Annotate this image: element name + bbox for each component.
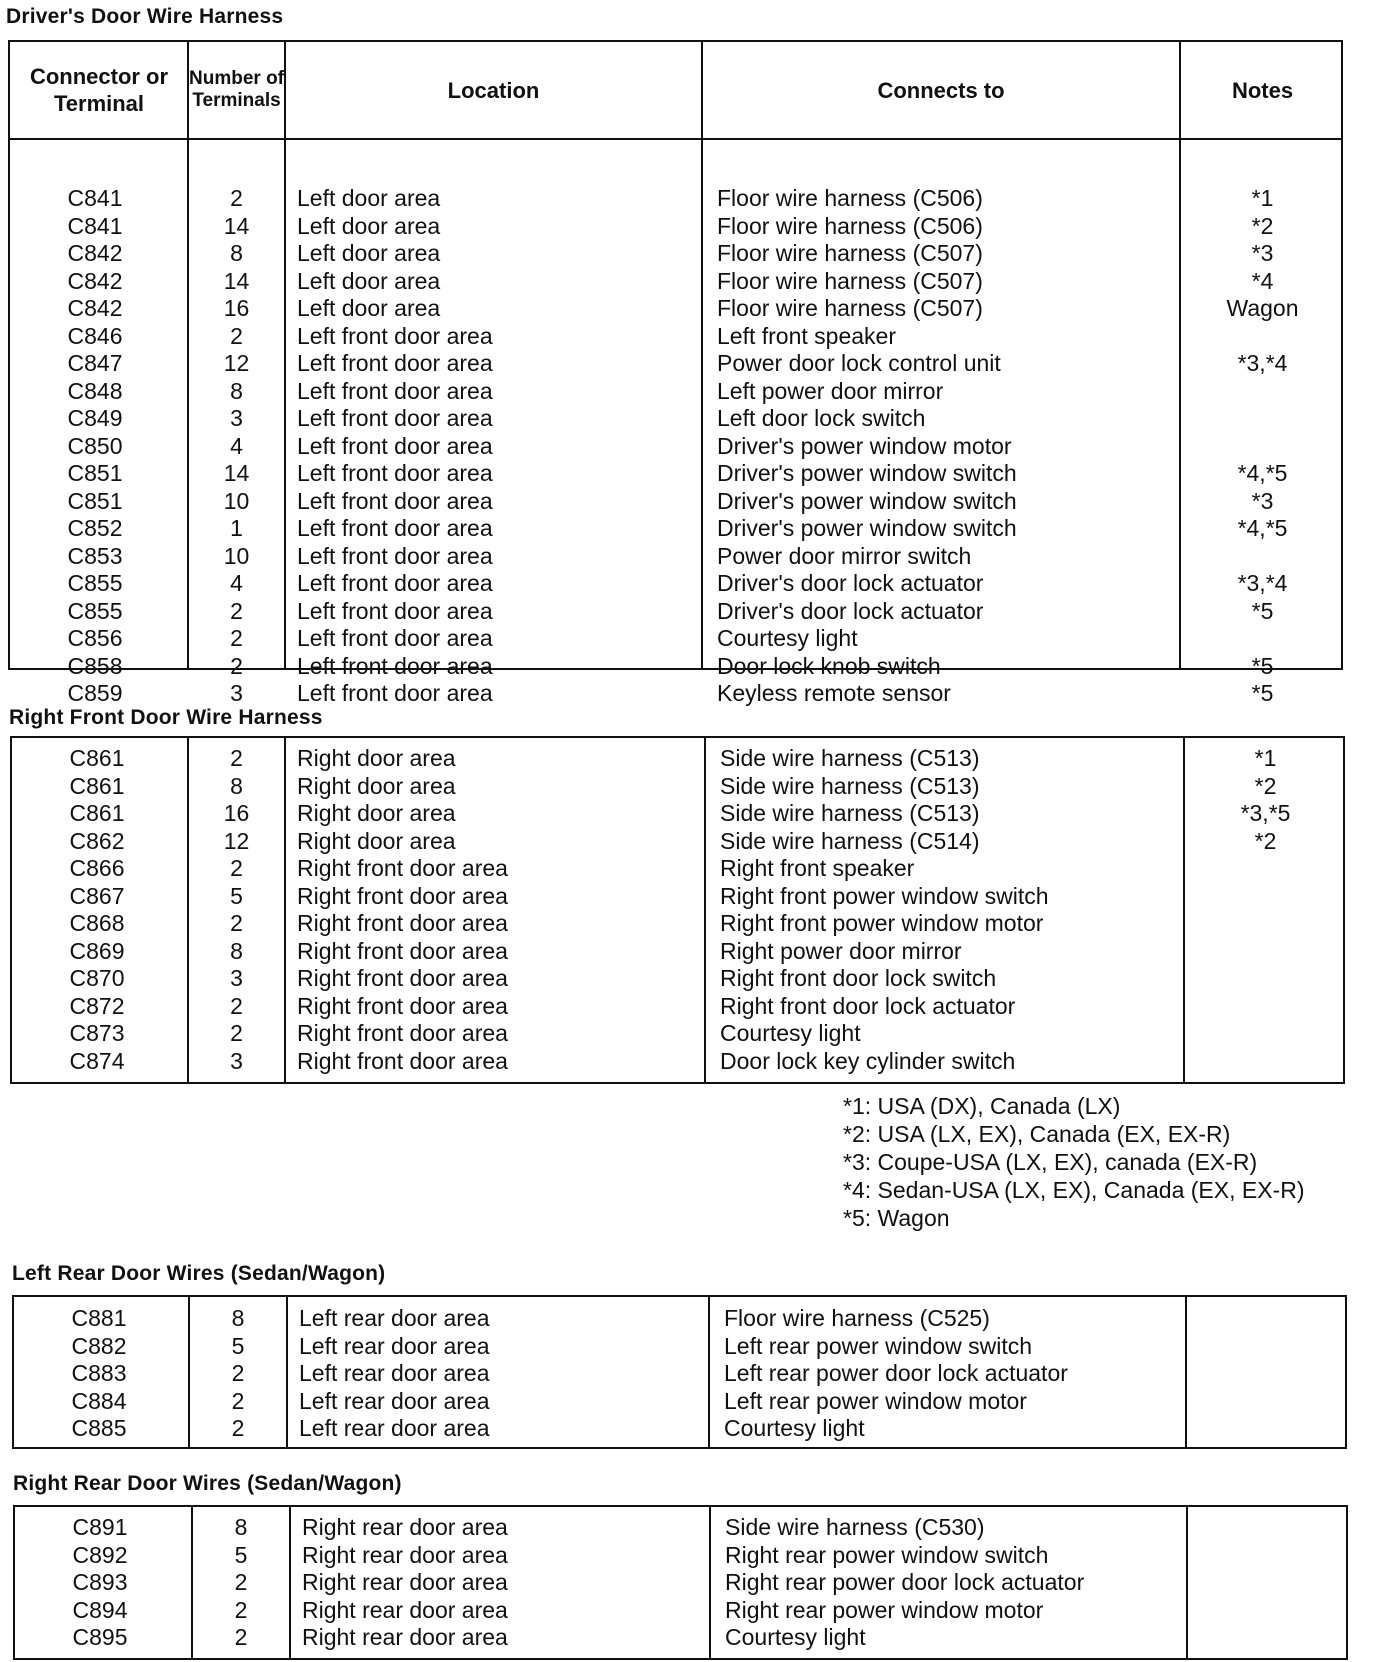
header-connector: Connector or Terminal (29, 64, 169, 116)
table-row (12, 828, 1343, 856)
connects-to-cell: Door lock knob switch (717, 652, 941, 679)
connector-cell: C859 (67, 680, 123, 706)
connector-cell: C856 (67, 625, 123, 651)
connects-to-cell: Left door lock switch (717, 405, 926, 431)
notes-cell: *5 (1251, 652, 1274, 679)
location-cell: Left front door area (297, 322, 493, 349)
location-cell: Right rear door area (302, 1541, 508, 1568)
connector-cell: C895 (72, 1624, 128, 1650)
location-cell: Right front door area (297, 1047, 508, 1074)
footnotes (843, 1092, 1304, 1232)
connects-to-cell: Floor wire harness (C506) (717, 185, 983, 211)
table-row (12, 965, 1343, 993)
table-row (15, 1597, 1346, 1625)
notes-cell: *5 (1251, 597, 1274, 624)
connects-to-cell: Left power door mirror (717, 377, 944, 404)
connects-to-cell: Driver's power window switch (717, 460, 1017, 486)
connects-to-cell: Right rear power window motor (725, 1596, 1044, 1623)
connects-to-cell: Left front speaker (717, 322, 896, 349)
location-cell: Left rear door area (299, 1387, 490, 1414)
terminal-count-cell: 16 (223, 800, 250, 826)
table-row (10, 295, 1341, 323)
connector-cell: C869 (69, 937, 125, 964)
connects-to-cell: Keyless remote sensor (717, 680, 951, 706)
terminal-count-cell: 14 (223, 212, 250, 239)
location-cell: Left door area (297, 240, 441, 266)
table-row (10, 240, 1341, 268)
terminal-count-cell: 14 (223, 267, 250, 294)
table-row (15, 1514, 1346, 1542)
location-cell: Right front door area (297, 882, 508, 909)
location-cell: Right front door area (297, 965, 508, 991)
terminal-count-cell: 2 (231, 1360, 245, 1386)
connector-cell: C841 (67, 185, 123, 211)
connector-cell: C851 (67, 487, 123, 514)
terminal-count-cell: 8 (230, 772, 243, 799)
connector-cell: C873 (69, 1020, 125, 1046)
connects-to-cell: Side wire harness (C513) (720, 800, 980, 826)
location-cell: Left front door area (297, 432, 493, 459)
table-drivers-door (8, 40, 1343, 706)
terminal-count-cell: 2 (230, 855, 243, 881)
header-number-of-terminals: Number of Terminals (189, 68, 284, 111)
notes-cell: *4 (1251, 267, 1274, 294)
table-right-front-door (10, 736, 1345, 1084)
location-cell: Left front door area (297, 515, 493, 541)
terminal-count-cell: 2 (230, 625, 243, 651)
terminal-count-cell: 8 (230, 240, 243, 266)
notes-cell: Wagon (1226, 295, 1299, 321)
connects-to-cell: Side wire harness (C513) (720, 745, 980, 771)
connects-to-cell: Courtesy light (720, 1020, 861, 1046)
footnote: *5: Wagon (843, 1205, 950, 1231)
connector-cell: C850 (67, 432, 123, 459)
table-left-rear-door (12, 1295, 1347, 1449)
table-row (10, 460, 1341, 488)
location-cell: Left front door area (297, 542, 493, 569)
connector-cell: C846 (67, 322, 123, 349)
notes-cell: *3,*4 (1237, 350, 1288, 376)
table-row (10, 680, 1341, 708)
location-cell: Left rear door area (299, 1305, 490, 1331)
notes-cell: *4,*5 (1237, 460, 1288, 486)
connects-to-cell: Door lock key cylinder switch (720, 1047, 1016, 1074)
location-cell: Left front door area (297, 597, 493, 624)
connects-to-cell: Floor wire harness (C506) (717, 212, 983, 239)
table-row (12, 773, 1343, 801)
connects-to-cell: Right front door lock actuator (720, 992, 1016, 1019)
connector-cell: C893 (72, 1569, 128, 1595)
notes-cell: *1 (1254, 745, 1277, 771)
location-cell: Left door area (297, 267, 441, 294)
table-row (10, 543, 1341, 571)
terminal-count-cell: 8 (231, 1305, 245, 1331)
connector-cell: C872 (69, 992, 125, 1019)
terminal-count-cell: 5 (230, 882, 243, 909)
location-cell: Right rear door area (302, 1596, 508, 1623)
connector-cell: C868 (69, 910, 125, 936)
table-row (10, 405, 1341, 433)
connector-cell: C883 (71, 1360, 127, 1386)
header-location: Location (447, 77, 540, 103)
terminal-count-cell: 2 (230, 910, 243, 936)
table-row (10, 570, 1341, 598)
connects-to-cell: Side wire harness (C514) (720, 827, 980, 854)
location-cell: Left front door area (297, 405, 493, 431)
connects-to-cell: Right rear power window switch (725, 1541, 1049, 1568)
location-cell: Right front door area (297, 937, 508, 964)
section-title-drivers-door: Driver's Door Wire Harness (6, 5, 284, 28)
connects-to-cell: Power door lock control unit (717, 350, 1001, 376)
table-row (14, 1415, 1345, 1443)
notes-cell: *4,*5 (1237, 515, 1288, 541)
table-row (12, 910, 1343, 938)
connects-to-cell: Side wire harness (C513) (720, 772, 980, 799)
table-row (10, 213, 1341, 241)
table-row (15, 1569, 1346, 1597)
header-connects-to: Connects to (877, 77, 1005, 103)
table-row (10, 625, 1341, 653)
connector-cell: C892 (72, 1541, 128, 1568)
connector-cell: C885 (71, 1415, 127, 1441)
terminal-count-cell: 8 (230, 377, 243, 404)
location-cell: Right door area (297, 745, 456, 771)
connector-cell: C861 (69, 772, 125, 799)
section-title-right-rear-door: Right Rear Door Wires (Sedan/Wagon) (13, 1472, 402, 1495)
terminal-count-cell: 2 (234, 1596, 248, 1623)
connector-cell: C848 (67, 377, 123, 404)
terminal-count-cell: 14 (223, 460, 250, 486)
terminal-count-cell: 4 (230, 432, 243, 459)
connector-cell: C861 (69, 745, 125, 771)
terminal-count-cell: 2 (234, 1624, 248, 1650)
location-cell: Left door area (297, 212, 441, 239)
connects-to-cell: Right front power window switch (720, 882, 1049, 909)
connector-cell: C870 (69, 965, 125, 991)
connects-to-cell: Right front door lock switch (720, 965, 997, 991)
terminal-count-cell: 2 (230, 745, 243, 771)
table-row (12, 800, 1343, 828)
location-cell: Right front door area (297, 910, 508, 936)
terminal-count-cell: 3 (230, 680, 243, 706)
terminal-count-cell: 2 (230, 597, 243, 624)
connector-cell: C881 (71, 1305, 127, 1331)
notes-cell: *3 (1251, 240, 1274, 266)
terminal-count-cell: 5 (234, 1541, 248, 1568)
notes-cell: *3 (1251, 487, 1274, 514)
table-row (14, 1333, 1345, 1361)
footnote: *4: Sedan-USA (LX, EX), Canada (EX, EX-R) (843, 1177, 1305, 1203)
connects-to-cell: Left rear power door lock actuator (724, 1360, 1068, 1386)
location-cell: Right rear door area (302, 1514, 508, 1540)
location-cell: Left front door area (297, 460, 493, 486)
connector-cell: C842 (67, 267, 123, 294)
table-row (12, 855, 1343, 883)
section-title-right-front-door: Right Front Door Wire Harness (9, 706, 323, 729)
connects-to-cell: Driver's door lock actuator (717, 597, 984, 624)
connects-to-cell: Floor wire harness (C525) (724, 1305, 990, 1331)
connector-cell: C861 (69, 800, 125, 826)
connector-cell: C855 (67, 570, 123, 596)
table-row (10, 323, 1341, 351)
connects-to-cell: Courtesy light (725, 1624, 866, 1650)
table-row (10, 433, 1341, 461)
connector-cell: C884 (71, 1387, 127, 1414)
location-cell: Left front door area (297, 377, 493, 404)
table-row (14, 1388, 1345, 1416)
table-row (10, 185, 1341, 213)
connector-cell: C853 (67, 542, 123, 569)
notes-cell: *1 (1251, 185, 1274, 211)
location-cell: Right rear door area (302, 1569, 508, 1595)
terminal-count-cell: 12 (223, 350, 250, 376)
header-divider (10, 138, 1341, 140)
terminal-count-cell: 3 (230, 405, 243, 431)
table-row (10, 515, 1341, 543)
table-row (15, 1542, 1346, 1570)
location-cell: Left rear door area (299, 1360, 490, 1386)
location-cell: Right front door area (297, 992, 508, 1019)
terminal-count-cell: 3 (230, 965, 243, 991)
terminal-count-cell: 10 (223, 487, 250, 514)
connector-cell: C852 (67, 515, 123, 541)
connects-to-cell: Right front speaker (720, 855, 915, 881)
connector-cell: C891 (72, 1514, 128, 1540)
location-cell: Right door area (297, 827, 456, 854)
table-row (10, 350, 1341, 378)
connects-to-cell: Driver's power window motor (717, 432, 1012, 459)
connects-to-cell: Driver's power window switch (717, 515, 1017, 541)
connector-cell: C882 (71, 1332, 127, 1359)
terminal-count-cell: 1 (230, 515, 243, 541)
location-cell: Right door area (297, 772, 456, 799)
connects-to-cell: Left rear power window switch (724, 1332, 1033, 1359)
location-cell: Left door area (297, 185, 441, 211)
connects-to-cell: Floor wire harness (C507) (717, 295, 983, 321)
connects-to-cell: Right power door mirror (720, 937, 962, 964)
connects-to-cell: Right front power window motor (720, 910, 1044, 936)
table-row (12, 745, 1343, 773)
table-right-rear-door (13, 1505, 1348, 1660)
terminal-count-cell: 3 (230, 1047, 243, 1074)
table-row (10, 598, 1341, 626)
connects-to-cell: Driver's power window switch (717, 487, 1017, 514)
connector-cell: C866 (69, 855, 125, 881)
table-row (14, 1305, 1345, 1333)
connector-cell: C867 (69, 882, 125, 909)
location-cell: Left front door area (297, 570, 493, 596)
terminal-count-cell: 2 (231, 1415, 245, 1441)
connector-cell: C849 (67, 405, 123, 431)
table-row (10, 653, 1341, 681)
terminal-count-cell: 10 (223, 542, 250, 569)
location-cell: Right front door area (297, 855, 508, 881)
table-row (12, 1020, 1343, 1048)
location-cell: Left front door area (297, 625, 493, 651)
table-row (12, 938, 1343, 966)
location-cell: Left front door area (297, 487, 493, 514)
table-row (15, 1624, 1346, 1652)
notes-cell: *3,*5 (1240, 800, 1291, 826)
connector-cell: C841 (67, 212, 123, 239)
table-row (10, 488, 1341, 516)
connector-cell: C851 (67, 460, 123, 486)
terminal-count-cell: 16 (223, 295, 250, 321)
connects-to-cell: Courtesy light (724, 1415, 865, 1441)
table-row (12, 883, 1343, 911)
table-row (12, 993, 1343, 1021)
location-cell: Left rear door area (299, 1332, 490, 1359)
terminal-count-cell: 2 (230, 1020, 243, 1046)
connector-cell: C847 (67, 350, 123, 376)
footnote: *3: Coupe-USA (LX, EX), canada (EX-R) (843, 1149, 1258, 1175)
location-cell: Left front door area (297, 652, 493, 679)
connector-cell: C842 (67, 295, 123, 321)
connector-cell: C858 (67, 652, 123, 679)
terminal-count-cell: 8 (234, 1514, 248, 1540)
notes-cell: *2 (1254, 827, 1277, 854)
connects-to-cell: Left rear power window motor (724, 1387, 1027, 1414)
connects-to-cell: Courtesy light (717, 625, 858, 651)
terminal-count-cell: 2 (231, 1387, 245, 1414)
location-cell: Right door area (297, 800, 456, 826)
notes-cell: *2 (1251, 212, 1274, 239)
table-row (12, 1048, 1343, 1076)
footnote: *1: USA (DX), Canada (LX) (843, 1093, 1121, 1119)
footnote: *2: USA (LX, EX), Canada (EX, EX-R) (843, 1121, 1231, 1147)
table-row (10, 378, 1341, 406)
connects-to-cell: Driver's door lock actuator (717, 570, 984, 596)
location-cell: Left front door area (297, 350, 493, 376)
connector-cell: C842 (67, 240, 123, 266)
terminal-count-cell: 2 (230, 992, 243, 1019)
location-cell: Right rear door area (302, 1624, 508, 1650)
header-notes: Notes (1231, 77, 1294, 103)
terminal-count-cell: 2 (230, 652, 243, 679)
terminal-count-cell: 5 (231, 1332, 245, 1359)
location-cell: Left rear door area (299, 1415, 490, 1441)
connector-cell: C894 (72, 1596, 128, 1623)
connector-cell: C862 (69, 827, 125, 854)
notes-cell: *5 (1251, 680, 1274, 706)
section-title-left-rear-door: Left Rear Door Wires (Sedan/Wagon) (12, 1262, 386, 1285)
location-cell: Left door area (297, 295, 441, 321)
terminal-count-cell: 12 (223, 827, 250, 854)
connects-to-cell: Power door mirror switch (717, 542, 972, 569)
connects-to-cell: Floor wire harness (C507) (717, 267, 983, 294)
connector-cell: C874 (69, 1047, 125, 1074)
terminal-count-cell: 8 (230, 937, 243, 964)
table-row (10, 268, 1341, 296)
terminal-count-cell: 2 (230, 322, 243, 349)
location-cell: Left front door area (297, 680, 493, 706)
notes-cell: *2 (1254, 772, 1277, 799)
location-cell: Right front door area (297, 1020, 508, 1046)
connector-cell: C855 (67, 597, 123, 624)
notes-cell: *3,*4 (1237, 570, 1288, 596)
terminal-count-cell: 2 (230, 185, 243, 211)
terminal-count-cell: 4 (230, 570, 243, 596)
connects-to-cell: Right rear power door lock actuator (725, 1569, 1085, 1595)
table-row (14, 1360, 1345, 1388)
terminal-count-cell: 2 (234, 1569, 248, 1595)
connects-to-cell: Side wire harness (C530) (725, 1514, 985, 1540)
connects-to-cell: Floor wire harness (C507) (717, 240, 983, 266)
